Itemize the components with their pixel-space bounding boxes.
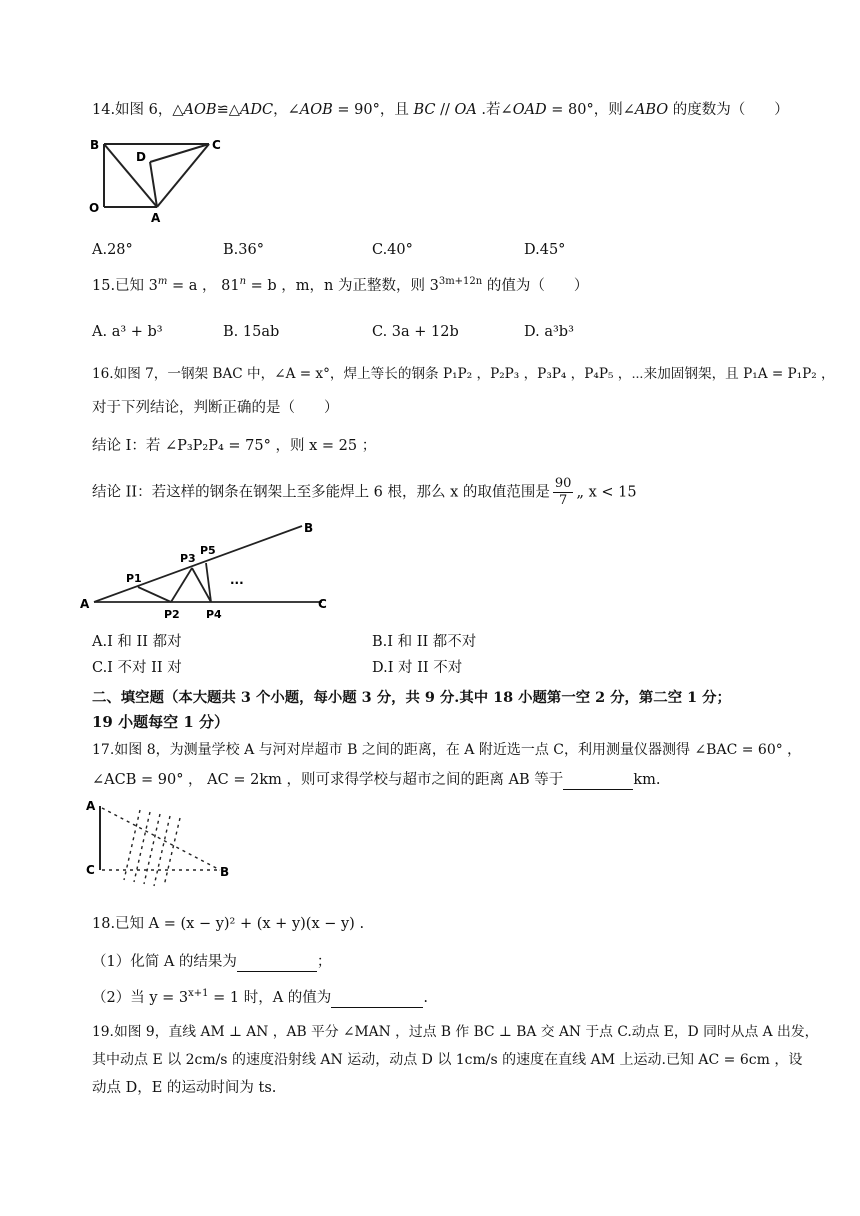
q16-option-b[interactable]: B.I 和 II 都不对 bbox=[372, 634, 477, 650]
q16-option-c[interactable]: C.I 不对 II 对 bbox=[92, 660, 182, 676]
q19-stem-line1: 19.如图 9，直线 AM ⊥ AN ，AB 平分 ∠MAN ，过点 B 作 BC ⊥ BA 交 AN 于点 C.动点 E，D 同时从点 A 出发， bbox=[92, 1024, 819, 1040]
q18-stem: 18.已知 A = (x − y)² + (x + y)(x − y) . bbox=[92, 916, 365, 932]
q14-option-d[interactable]: D.45° bbox=[524, 242, 566, 258]
fig6-label-a: A bbox=[151, 211, 161, 224]
q15-option-d[interactable]: D. a³b³ bbox=[524, 324, 574, 340]
q14-option-b[interactable]: B.36° bbox=[223, 242, 264, 258]
q16-conclusion-1: 结论 I：若 ∠P₃P₂P₄ = 75° ，则 x = 25 ； bbox=[92, 438, 377, 454]
q16-option-d[interactable]: D.I 对 II 不对 bbox=[372, 660, 463, 676]
fig6-label-c: C bbox=[212, 138, 221, 152]
fig8-label-b: B bbox=[220, 865, 230, 879]
fraction-90-7: $\frac{90}{7}$ bbox=[554, 476, 572, 508]
fig7-label-a: A bbox=[80, 597, 90, 611]
q15-option-b[interactable]: B. 15ab bbox=[223, 324, 280, 340]
fig8-label-c: C bbox=[86, 863, 95, 877]
q15-option-a[interactable]: A. a³ + b³ bbox=[92, 324, 163, 340]
q15-stem: 15.已知 $3^m = a$ ， $81^n = b$ ，m，n 为正整数，则 $3^{3m+12n}$ 的值为（ ） bbox=[92, 276, 589, 294]
fig7-label-p2: P2 bbox=[164, 608, 180, 621]
q14-option-c[interactable]: C.40° bbox=[372, 242, 413, 258]
q16-stem-line2: 对于下列结论，判断正确的是（ ） bbox=[92, 400, 339, 416]
fig7-label-c: C bbox=[318, 597, 327, 611]
q18-part-2: （2）当 $y = 3^{x+1} = 1$ 时，A 的值为 . bbox=[92, 988, 428, 1006]
figure-7 bbox=[64, 516, 334, 626]
fig7-ellipsis: ... bbox=[230, 573, 244, 587]
q16-conclusion-2: 结论 II：若这样的钢条在钢架上至多能焊上 6 根，那么 x 的取值范围是 $\frac{90}{7}$ „ x < 15 bbox=[92, 476, 637, 508]
q18-answer-blank-1[interactable] bbox=[237, 955, 317, 972]
fig6-label-b: B bbox=[90, 138, 100, 152]
q18-answer-blank-2[interactable] bbox=[331, 991, 423, 1008]
q16-option-a[interactable]: A.I 和 II 都对 bbox=[92, 634, 182, 650]
q17-answer-blank[interactable] bbox=[563, 773, 633, 790]
q18-part-1: （1）化简 A 的结果为 ； bbox=[92, 954, 332, 970]
q17-stem-line2: ∠ACB = 90° ， AC = 2km ，则可求得学校与超市之间的距离 AB 等于 km. bbox=[92, 772, 661, 788]
q17-stem-line1: 17.如图 8，为测量学校 A 与河对岸超市 B 之间的距离，在 A 附近选一点 C，利用测量仪器测得 ∠BAC = 60° ， bbox=[92, 742, 802, 758]
fig7-label-b: B bbox=[304, 521, 314, 535]
figure-6 bbox=[84, 132, 244, 224]
q19-stem-line3: 动点 D，E 的运动时间为 ts. bbox=[92, 1080, 277, 1096]
fig7-label-p1: P1 bbox=[126, 572, 142, 585]
fig8-label-a: A bbox=[86, 799, 96, 813]
q15-option-c[interactable]: C. 3a + 12b bbox=[372, 324, 459, 340]
fig7-label-p4: P4 bbox=[206, 608, 222, 621]
section-2-heading-line2: 19 小题每空 1 分） bbox=[92, 713, 229, 731]
fig6-label-d: D bbox=[136, 150, 146, 164]
q19-stem-line2: 其中动点 E 以 2cm/s 的速度沿射线 AN 运动，动点 D 以 1cm/s 的速度在直线 AM 上运动.已知 AC = 6cm ，设 bbox=[92, 1052, 803, 1068]
fig7-label-p5: P5 bbox=[200, 544, 216, 557]
section-2-heading-line1: 二、填空题（本大题共 3 个小题，每小题 3 分，共 9 分.其中 18 小题第一空 2 分，第二空 1 分； bbox=[92, 689, 731, 706]
q14-option-a[interactable]: A.28° bbox=[92, 242, 133, 258]
q14-stem: 14.如图 6，△AOB≌△ADC，∠AOB = 90°，且 BC // OA .若∠OAD = 80°，则∠ABO 的度数为（ ） bbox=[92, 102, 789, 118]
q16-stem-line1: 16.如图 7，一钢架 BAC 中，∠A = x°，焊上等长的钢条 P₁P₂ ，P₂P₃ ，P₃P₄ ，P₄P₅ ，⋯来加固钢架，且 P₁A = P₁P₂ ， bbox=[92, 366, 835, 382]
fig7-label-p3: P3 bbox=[180, 552, 196, 565]
fig6-label-o: O bbox=[89, 201, 100, 215]
figure-8 bbox=[82, 796, 242, 892]
